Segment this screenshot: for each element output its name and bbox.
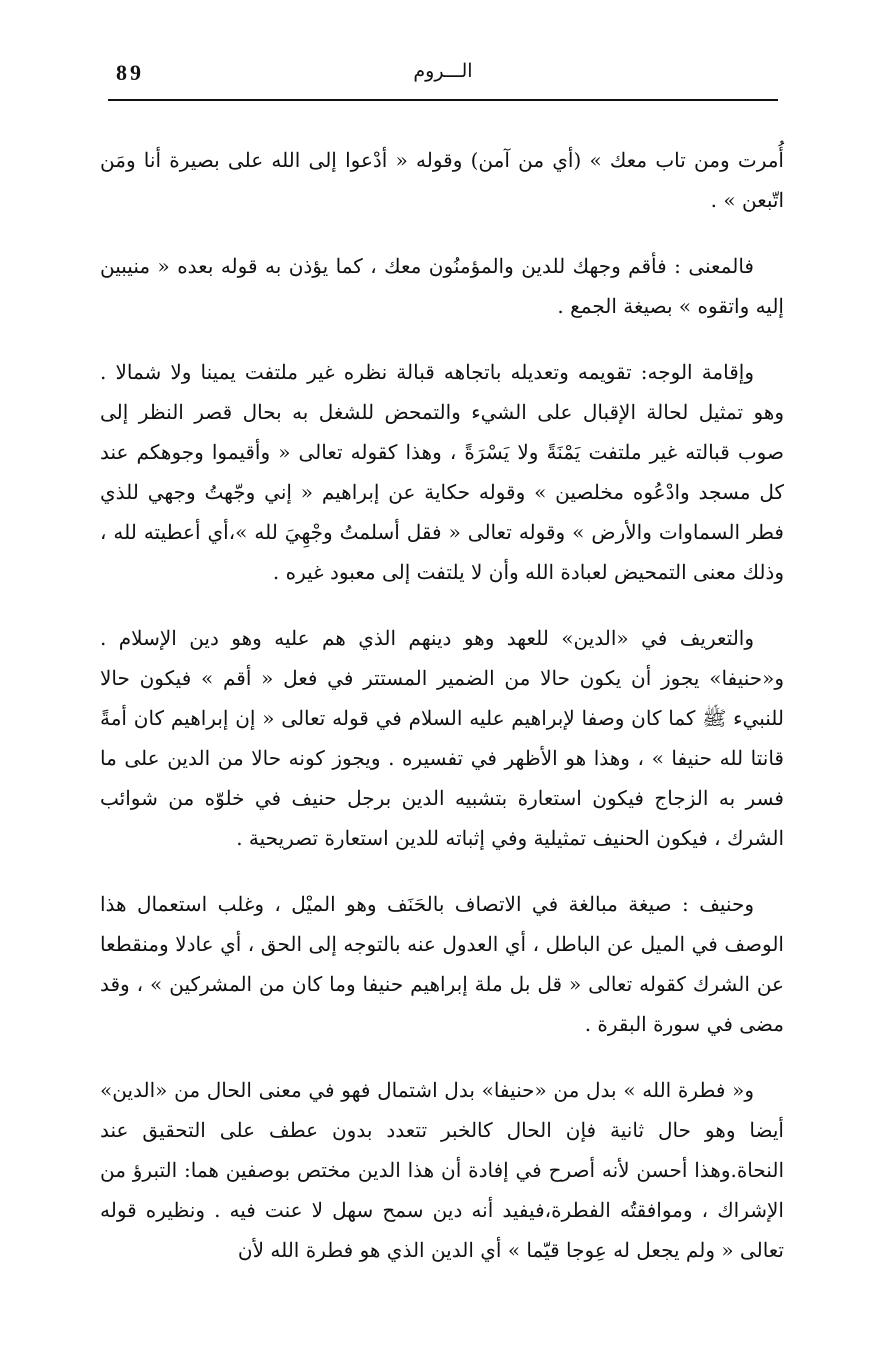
header-rule bbox=[108, 99, 778, 101]
page-header bbox=[108, 54, 778, 102]
running-title: الـــروم bbox=[413, 60, 473, 82]
paragraph-2: فالمعنى : فأقم وجهك للدين والمؤمنُون معك ، كما يؤذن به قوله بعده « منيبين إليه واتقوه » بصيغة الجمع . bbox=[100, 254, 784, 318]
paragraph-4: والتعريف في «الدين» للعهد وهو دينهم الذي هم عليه وهو دين الإسلام . و«حنيفا» يجوز أن يكون حالا من الضمير المستتر في فعل « أقم » فيكون حالا للنبيء ﷺ كما كان وصفا لإبراهيم عليه السلام في قوله تعالى « إن إبراهيم كان أمةً قانتا لله حنيفا » ، وهذا هو الأظهر في تفسيره . ويجوز كونه حالا من الدين على ما فسر به الزجاج فيكون استعارة بتشبيه الدين برجل حنيف في خلوّه من شوائب الشرك ، فيكون الحنيف تمثيلية وفي إثباته للدين استعارة تصريحية . bbox=[100, 626, 784, 850]
page-body bbox=[100, 140, 784, 1270]
paragraph-5: وحنيف : صيغة مبالغة في الاتصاف بالحَنَف وهو الميْل ، وغلب استعمال هذا الوصف في الميل عن الباطل ، أي العدول عنه بالتوجه إلى الحق ، أي عادلا ومنقطعا عن الشرك كقوله تعالى « قل بل ملة إبراهيم حنيفا وما كان من المشركين » ، وقد مضى في سورة البقرة . bbox=[100, 892, 784, 1036]
page-number: 89 bbox=[116, 60, 144, 85]
paragraph-3: وإقامة الوجه: تقويمه وتعديله باتجاهه قبالة نظره غير ملتفت يمينا ولا شمالا . وهو تمثيل لحالة الإقبال على الشيء والتمحض للشغل به بحال قصر النظر إلى صوب قبالته غير ملتفت يَمْنَةً ولا يَسْرَةً ، وهذا كقوله تعالى « وأقيموا وجوهكم عند كل مسجد وادْعُوه مخلصين » وقوله حكاية عن إبراهيم « إني وجّهتُ وجهي للذي فطر السماوات والأرض » وقوله تعالى « فقل أسلمتُ وجْهِيَ لله »،أي أعطيته لله ، وذلك معنى التمحيض لعبادة الله وأن لا يلتفت إلى معبود غيره . bbox=[100, 360, 784, 584]
paragraph-1: أُمرت ومن تاب معك » (أي من آمن) وقوله « أدْعوا إلى الله على بصيرة أنا ومَن اتّبعن » . bbox=[100, 148, 784, 212]
paragraph-6: و« فطرة الله » بدل من «حنيفا» بدل اشتمال فهو في معنى الحال من «الدين» أيضا وهو حال ثانية فإن الحال كالخبر تتعدد بدون عطف على التحقيق عند النحاة.وهذا أحسن لأنه أصرح في إفادة أن هذا الدين مختص بوصفين هما: التبرؤ من الإشراك ، وموافقتُه الفطرة،فيفيد أنه دين سمح سهل لا عنت فيه . ونظيره قوله تعالى « ولم يجعل له عِوجا قيّما » أي الدين الذي هو فطرة الله لأن bbox=[100, 1078, 784, 1262]
